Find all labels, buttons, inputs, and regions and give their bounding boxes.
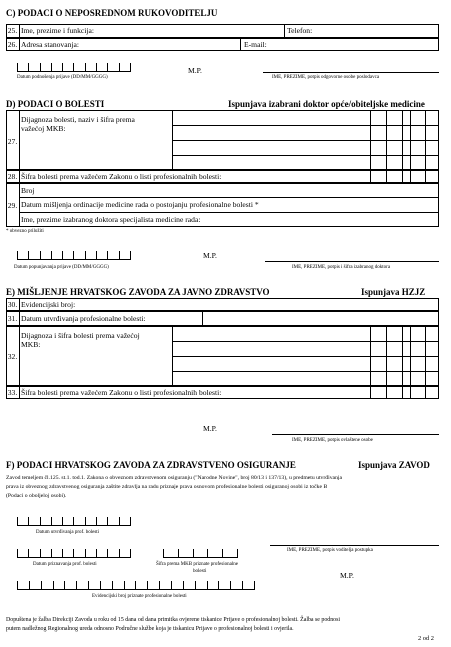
diagnosis-name-field[interactable] [173,111,369,169]
recognition-date-field[interactable] [17,549,131,558]
stamp-mark-e: M.P. [203,424,217,433]
procedure-lead-signature-caption: IME, PREZIME, potpis voditelja postupka [287,548,373,553]
phone-label: Telefon: [287,26,313,35]
fill-date-field[interactable] [17,251,131,260]
row-30-number: 30. [7,300,18,309]
stamp-mark-d: M.P. [203,251,217,260]
row-28-number: 28. [7,172,18,181]
recognition-date-caption: Datum priznavanja prof. bolesti [33,562,97,567]
section-d-filler: Ispunjava izabrani doktor opće/obiteljske medicine [228,99,425,109]
hzjz-diagnosis-field[interactable] [173,327,369,385]
legal-text-line1: Zavod temeljem čl.125. st.1. tod.1. Zakona o obveznom zdravstvenom osiguranju ("Narodne Novine", broj 80/13 i 137/13), u predmetu utvrđivanja [6,475,343,481]
zavod-determination-date-field[interactable] [17,517,131,526]
row-32-label-line2: MKB: [21,340,41,349]
section-e-title: E) MIŠLJENJE HRVATSKOG ZAVODA ZA JAVNO ZDRAVSTVO [6,287,270,297]
section-d-title: D) PODACI O BOLESTI [6,99,105,109]
appeal-note-line2: putem nadležnog Regionalnog ureda odnosno Područne službe koja je tiskanicu Prijave o profesionalnoj bolesti i ovjerila. [6,626,294,632]
section-f-filler: Ispunjava ZAVOD [358,460,430,470]
row-28-label: Šifra bolesti prema važećem Zakonu o listi profesionalnih bolesti: [21,172,222,181]
row-32-number: 32. [7,352,18,361]
stamp-mark-c: M.P. [188,66,202,75]
row-27-label-line1: Dijagnoza bolesti, naziv i šifra prema [21,115,135,124]
fill-date-caption: Datum popunjavanja prijave (DD/MM/GGGG) [14,265,109,270]
appeal-note-line1: Dopuštena je žalba Direkciji Zavoda u roku od 15 dana od dana primitka ovjerene tiskanice Prijave o profesionalnoj bolesti. Žalba se podnosi [6,617,341,623]
recognized-registry-caption: Evidencijski broj priznate profesionalne bolesti [92,594,187,599]
row-29-number: 29. [7,201,18,210]
email-field[interactable] [275,38,439,51]
doctor-signature-line[interactable] [265,261,439,262]
legal-text-line3: (Podaci o oboljeloj osobi). [6,493,67,499]
row-29-line1: Broj [21,186,35,195]
procedure-lead-signature-line[interactable] [270,545,439,546]
hzjz-occupational-code-field[interactable] [371,387,438,398]
row-27-label-line2: važećoj MKB: [21,124,66,133]
submission-date-caption: Datum podnošenja prijave (DD/MM/GGGG) [17,75,108,80]
section-c-title: C) PODACI O NEPOSREDNOM RUKOVODITELJU [6,8,218,18]
row-29-line2: Datum mišljenja ordinacije medicine rada o postojanju profesionalne bolesti * [21,200,259,209]
hzjz-diagnosis-code-field[interactable] [371,327,438,385]
section-f-title: F) PODACI HRVATSKOG ZAVODA ZA ZDRAVSTVENO OSIGURANJE [6,460,296,470]
row-31-number: 31. [7,314,18,323]
row-25-label: Ime, prezime i funkcija: [21,26,94,35]
determination-date-caption: Datum utvrđivanja prof. bolesti [36,530,100,535]
email-label: E-mail: [244,40,267,49]
manager-name-field[interactable] [128,24,284,38]
hzjz-signature-caption: IME, PREZIME, potpis ovlaštene osobe [292,438,373,443]
occupational-disease-code-field[interactable] [371,171,438,182]
employer-signature-line[interactable] [263,72,439,73]
submission-date-field[interactable] [17,63,131,72]
determination-date-field[interactable] [203,312,438,325]
row-33-number: 33. [7,388,18,397]
mkb-code-field[interactable] [163,549,238,558]
row-26-label: Adresa stanovanja: [21,40,79,49]
row-27-number: 27. [7,137,18,146]
row-32-label-line1: Dijagnoza i šifra bolesti prema važećoj [21,331,140,340]
row-29-line3: Ime, prezime izabranog doktora specijalista medicine rada: [21,215,201,224]
section-e-filler: Ispunjava HZJZ [361,287,426,297]
row-25-number: 25. [7,26,18,35]
opinion-number-field[interactable] [50,184,438,196]
row-31-label: Datum utvrđivanja profesionalne bolesti: [21,314,146,323]
employer-signature-caption: IME, PREZIME, potpis odgovorne osobe poslodavca [272,75,380,80]
hzjz-signature-line[interactable] [272,434,439,435]
opinion-date-field[interactable] [310,198,438,211]
stamp-mark-f: M.P. [340,571,354,580]
mkb-code-caption-line2: bolesti [193,569,207,574]
specialist-name-field[interactable] [265,213,438,226]
doctor-signature-caption: IME, PREZIME, potpis i šifra izabranog doktora [292,265,391,270]
phone-field[interactable] [320,24,439,38]
row-26-number: 26. [7,40,18,49]
registry-number-field[interactable] [88,299,438,310]
legal-text-line2: prava iz obveznog zdravstvenog osiguranja zaštite zdravlja na radu priznaje prava osnovom profesionalne bolesti osiguranoj osobi iz točke B [6,484,328,490]
mandatory-note: * obvezno priložiti [6,229,44,234]
row-33-label: Šifra bolesti prema važećem Zakonu o listi profesionalnih bolesti: [21,388,222,397]
row-30-label: Evidencijski broj: [21,300,76,309]
diagnosis-code-field[interactable] [371,111,438,169]
address-field[interactable] [100,38,240,51]
recognized-registry-number-field[interactable] [17,581,255,590]
page-number: 2 od 2 [418,635,434,642]
mkb-code-caption-line1: Šifra prema MKB priznate profesionalne [156,562,238,567]
